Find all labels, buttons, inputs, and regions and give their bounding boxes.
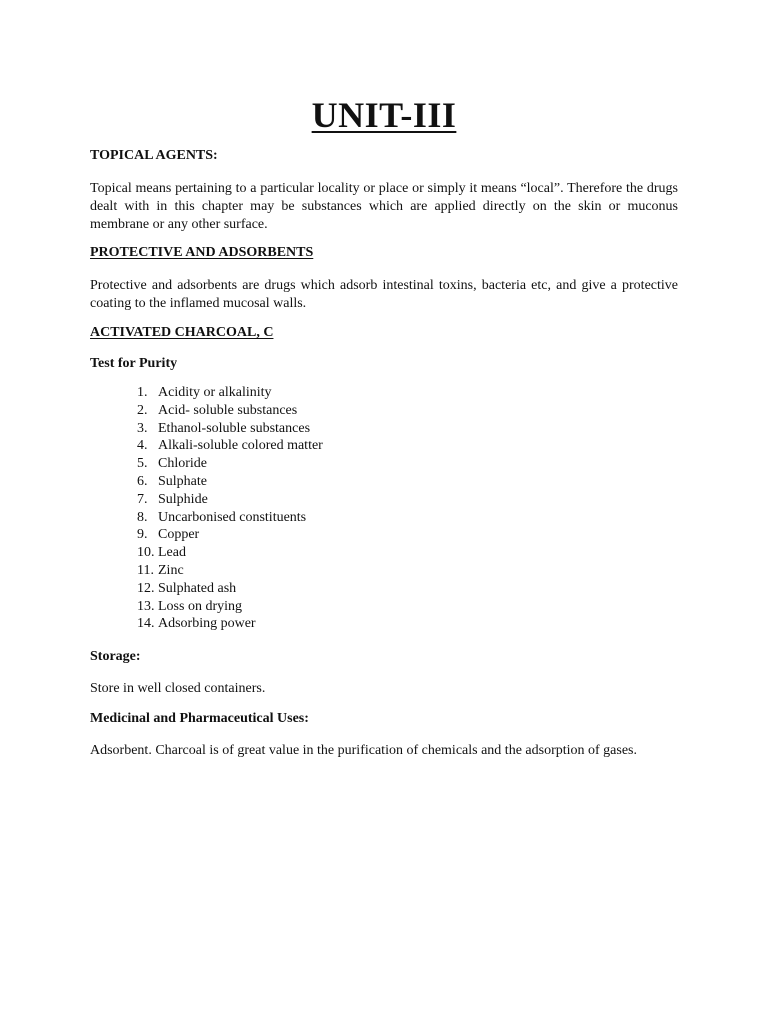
list-item-number: 11. (137, 562, 154, 578)
list-item (137, 384, 323, 402)
list-item-text: Ethanol-soluble substances (158, 420, 311, 436)
uses-heading: Medicinal and Pharmaceutical Uses: (90, 711, 309, 726)
topical-agents-heading: TOPICAL AGENTS: (90, 148, 218, 163)
list-item-text: Copper (158, 527, 200, 543)
list-item-text: Zinc (158, 562, 184, 578)
unit-title (90, 94, 678, 136)
storage-heading: Storage: (90, 649, 141, 664)
list-item-text: Alkali-soluble colored matter (158, 438, 323, 454)
list-item-text: Loss on drying (158, 598, 242, 614)
test-for-purity-heading: Test for Purity (90, 356, 178, 371)
list-item-number: 2. (137, 402, 148, 418)
list-item-number: 9. (137, 527, 148, 543)
protective-adsorbents-heading: PROTECTIVE AND ADSORBENTS (90, 245, 314, 260)
list-item (137, 598, 323, 616)
list-item-text: Sulphated ash (158, 580, 237, 596)
list-item-number: 6. (137, 473, 148, 489)
list-item (137, 544, 323, 562)
list-item-number: 4. (137, 438, 148, 454)
list-item-text: Sulphate (158, 473, 207, 489)
list-item-text: Sulphide (158, 491, 208, 507)
list-item (137, 491, 323, 509)
list-item-text: Adsorbing power (158, 616, 256, 632)
list-item-text: Chloride (158, 456, 207, 472)
list-item (137, 580, 323, 598)
list-item (137, 420, 323, 438)
list-item (137, 437, 323, 455)
activated-charcoal-heading: ACTIVATED CHARCOAL, C (90, 325, 274, 340)
list-item-number: 14. (137, 616, 155, 632)
list-item-text: Uncarbonised constituents (158, 509, 307, 525)
protective-adsorbents-paragraph: Protective and adsorbents are drugs which adsorb intestinal toxins, bacteria etc, and give a protective coating to the inflamed mucosal walls. (90, 278, 678, 311)
list-item-text: Lead (158, 545, 186, 561)
list-item (137, 473, 323, 491)
list-item (137, 402, 323, 420)
uses-paragraph: Adsorbent. Charcoal is of great value in the purification of chemicals and the adsorption of gases. (90, 743, 637, 758)
list-item-number: 3. (137, 420, 148, 436)
list-item (137, 509, 323, 527)
list-item (137, 562, 323, 580)
list-item-text: Acidity or alkalinity (158, 385, 272, 400)
list-item-number: 1. (137, 385, 148, 400)
list-item (137, 455, 323, 473)
unit-title-text: UNIT-III (311, 95, 457, 135)
list-item (137, 526, 323, 544)
list-item-number: 13. (137, 598, 155, 614)
purity-test-list (137, 384, 323, 633)
list-item-number: 8. (137, 509, 148, 525)
list-item-number: 12. (137, 580, 155, 596)
list-item (137, 615, 323, 633)
list-item-number: 10. (137, 545, 155, 561)
storage-paragraph: Store in well closed containers. (90, 681, 266, 696)
topical-agents-paragraph: Topical means pertaining to a particular locality or place or simply it means “local”. Therefore the drugs dealt with in this chapter may be substances which are applied directly on the skin or muconus membrane or any other surface. (90, 181, 678, 232)
list-item-number: 7. (137, 491, 148, 507)
list-item-number: 5. (137, 456, 148, 472)
list-item-text: Acid- soluble substances (158, 402, 298, 418)
